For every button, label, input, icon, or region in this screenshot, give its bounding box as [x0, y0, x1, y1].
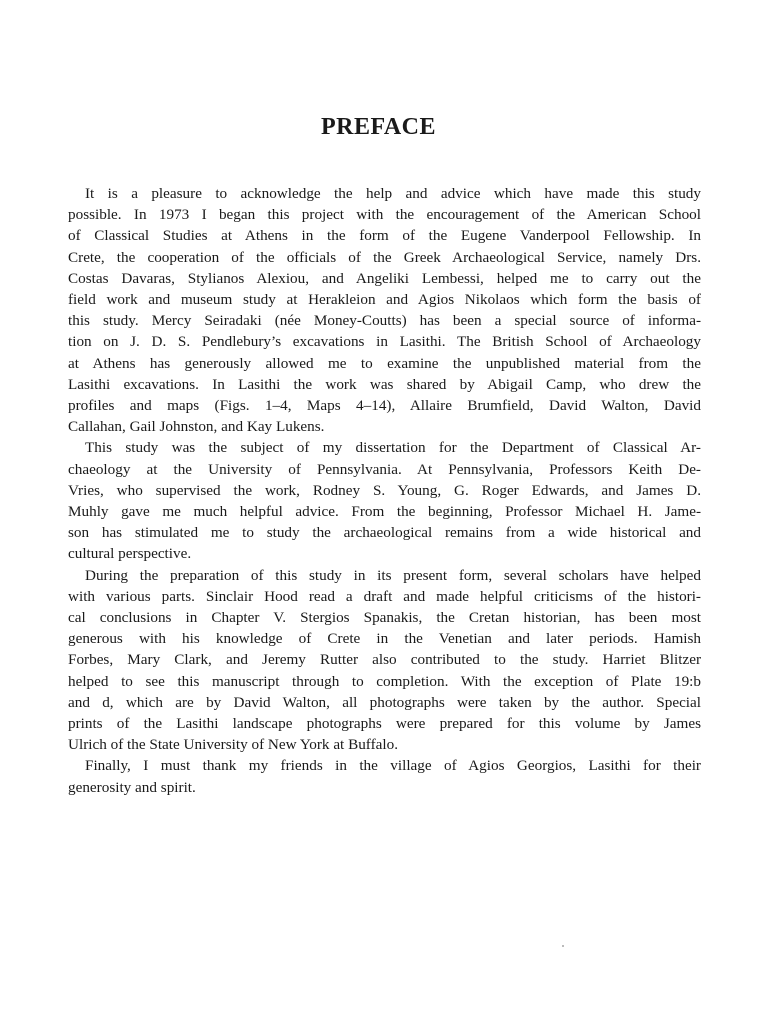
text-line: at Athens has generously allowed me to examine the unpublished material from the [68, 354, 701, 372]
text-line: prints of the Lasithi landscape photographs were prepared for this volume by James [68, 715, 701, 733]
text-line: with various parts. Sinclair Hood read a draft and made helpful criticisms of the histori- [68, 587, 701, 605]
text-line: and d, which are by David Walton, all photographs were taken by the author. Special [68, 693, 701, 711]
text-line: field work and museum study at Herakleion and Agios Nikolaos which form the basis of [68, 291, 701, 309]
text-line: Vries, who supervised the work, Rodney S. Young, G. Roger Edwards, and James D. [68, 481, 701, 499]
text-line: generosity and spirit. [68, 778, 196, 796]
text-line: generous with his knowledge of Crete in the Venetian and later periods. Hamish [68, 630, 701, 648]
text-line: son has stimulated me to study the archaeological remains from a wide historical and [68, 524, 701, 542]
text-line: tion on J. D. S. Pendlebury’s excavations in Lasithi. The British School of Archaeology [68, 333, 701, 351]
text-line: cultural perspective. [68, 545, 192, 563]
text-line: chaeology at the University of Pennsylvania. At Pennsylvania, Professors Keith De- [68, 460, 701, 478]
text-line: It is a pleasure to acknowledge the help and advice which have made this study [85, 185, 701, 202]
text-line: Crete, the cooperation of the officials of the Greek Archaeological Service, namely Drs. [68, 248, 701, 266]
text-line: This study was the subject of my dissertation for the Department of Classical Ar- [85, 439, 701, 457]
text-line: Callahan, Gail Johnston, and Kay Lukens. [68, 418, 325, 436]
preface-body [68, 183, 701, 798]
text-line: Finally, I must thank my friends in the village of Agios Georgios, Lasithi for their [85, 757, 701, 775]
text-line: Ulrich of the State University of New York at Buffalo. [68, 736, 398, 754]
text-line: helped to see this manuscript through to completion. With the exception of Plate 19:b [68, 672, 701, 690]
paragraph-scholars [68, 565, 701, 756]
text-line: this study. Mercy Seiradaki (née Money-Coutts) has been a special source of informa- [68, 312, 701, 330]
paragraph-finally [68, 755, 701, 797]
scan-speck [562, 945, 564, 947]
text-line: cal conclusions in Chapter V. Stergios Spanakis, the Cretan historian, has been most [68, 609, 701, 627]
text-line: Costas Davaras, Stylianos Alexiou, and Angeliki Lembessi, helped me to carry out the [68, 269, 701, 287]
text-line: During the preparation of this study in its present form, several scholars have helped [85, 566, 701, 584]
text-line: possible. In 1973 I began this project with the encouragement of the American School [68, 206, 701, 224]
paragraph-dissertation [68, 437, 701, 564]
text-line: Forbes, Mary Clark, and Jeremy Rutter also contributed to the study. Harriet Blitzer [68, 651, 701, 669]
page-title: PREFACE [320, 114, 437, 140]
text-line: Muhly gave me much helpful advice. From the beginning, Professor Michael H. Jame- [68, 503, 701, 521]
paragraph-acknowledgements [68, 183, 701, 437]
text-line: of Classical Studies at Athens in the form of the Eugene Vanderpool Fellowship. In [68, 227, 701, 245]
text-line: profiles and maps (Figs. 1–4, Maps 4–14), Allaire Brumfield, David Walton, David [68, 397, 701, 415]
text-line: Lasithi excavations. In Lasithi the work was shared by Abigail Camp, who drew the [68, 375, 701, 393]
